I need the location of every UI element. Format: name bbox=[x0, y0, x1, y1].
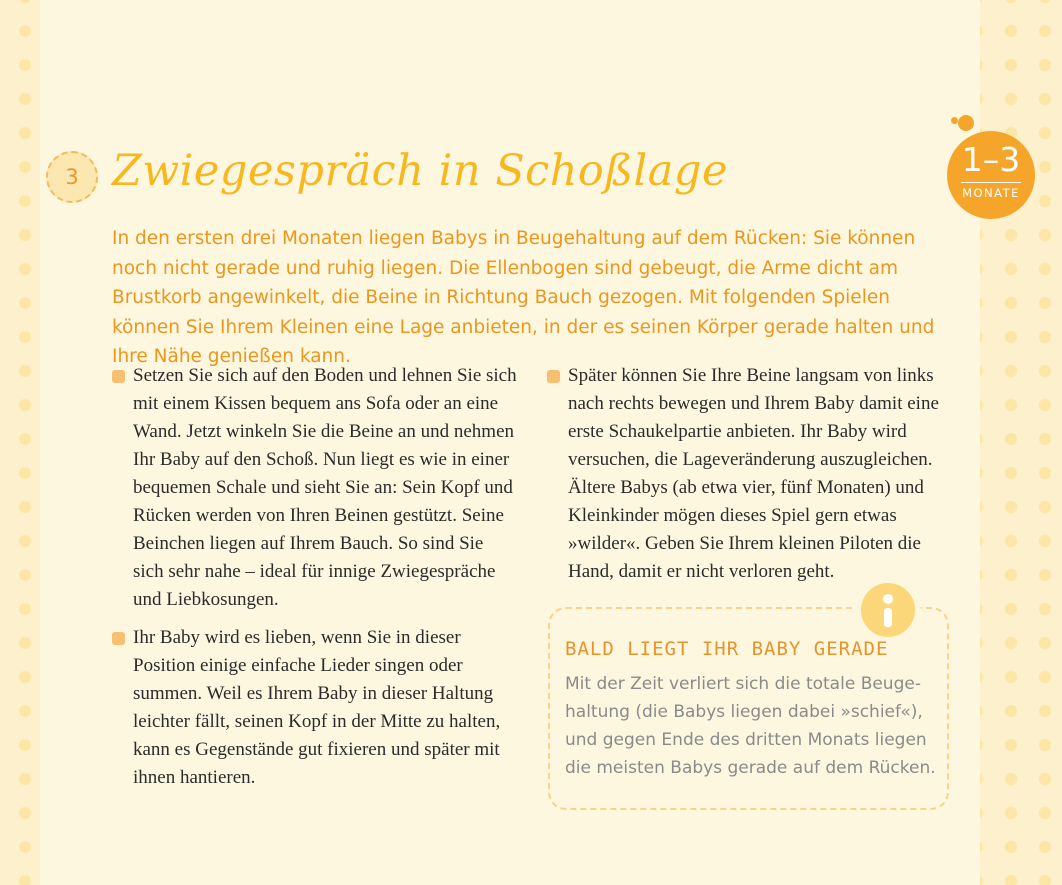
list-item bbox=[547, 362, 962, 586]
age-unit: MONATE bbox=[962, 186, 1020, 200]
page-title: Zwiegespräch in Schoßlage bbox=[112, 146, 728, 196]
list-item-text: Setzen Sie sich auf den Boden und lehnen Sie sich mit einem Kissen bequem ans Sofa oder an eine Wand. Jetzt winkeln Sie die Beine an und nehmen Ihr Baby auf den Schoß. Nun liegt es wie in einer bequemen Schale und sieht Sie an: Sein Kopf und Rücken werden von Ihren Beinen gestützt. Seine Beinchen liegen auf Ihrem Bauch. So sind Sie sich sehr nahe – ideal für innige Zwiegespräche und Liebkosungen. bbox=[133, 365, 517, 610]
bullet-square-icon bbox=[112, 632, 125, 645]
decor-bubble-large bbox=[958, 115, 974, 131]
list-item bbox=[112, 362, 517, 614]
intro-paragraph: In den ersten drei Monaten liegen Babys in Beugehaltung auf dem Rücken: Sie können noch nicht gerade und ruhig liegen. Die Ellenbogen sind gebeugt, die Arme dicht am Brustkorb angewinkelt, die Beine in Richtung Bauch gezogen. Mit folgenden Spielen können Sie Ihrem Kleinen eine Lage anbieten, in der es seinen Körper gerade halten und Ihre Nähe genießen kann. bbox=[112, 228, 935, 367]
info-icon-stem bbox=[884, 608, 892, 627]
list-item-text: Später können Sie Ihre Beine langsam von links nach rechts bewegen und Ihrem Baby damit eine erste Schaukelpartie anbieten. Ihr Baby wird versuchen, die Lageveränderung auszugleichen. Ältere Babys (ab etwa vier, fünf Monaten) und Kleinkinder mögen dieses Spiel gern etwas »wilder«. Geben Sie Ihrem kleinen Piloten die Hand, damit er nicht verloren geht. bbox=[568, 365, 939, 582]
bullet-square-icon bbox=[112, 370, 125, 383]
bullet-square-icon bbox=[547, 370, 560, 383]
age-range: 1–3 bbox=[961, 140, 1021, 179]
left-column-list bbox=[112, 362, 517, 802]
list-item bbox=[112, 624, 517, 792]
age-range-badge bbox=[947, 131, 1035, 219]
list-item-text: Ihr Baby wird es lieben, wenn Sie in dieser Position einige einfache Lieder singen oder summen. Weil es Ihrem Baby in dieser Haltung leichter fällt, seinen Kopf in der Mitte zu halten, kann es Gegenstände gut fixieren und später mit ihnen hantieren. bbox=[133, 627, 501, 788]
right-column-list bbox=[547, 362, 962, 596]
step-number: 3 bbox=[65, 165, 79, 189]
info-icon-dot bbox=[883, 594, 893, 604]
info-icon bbox=[861, 583, 915, 637]
decor-bubble-small bbox=[951, 117, 958, 124]
info-box-text: Mit der Zeit verliert sich die totale Beugehaltung (die Babys liegen dabei »schief«), und gegen Ende des dritten Monats liegen die meisten Babys gerade auf dem Rücken. bbox=[565, 674, 936, 778]
age-badge-divider bbox=[961, 182, 1021, 183]
info-box-heading: BALD LIEGT IHR BABY GERADE bbox=[565, 638, 889, 660]
step-number-badge bbox=[46, 151, 98, 203]
